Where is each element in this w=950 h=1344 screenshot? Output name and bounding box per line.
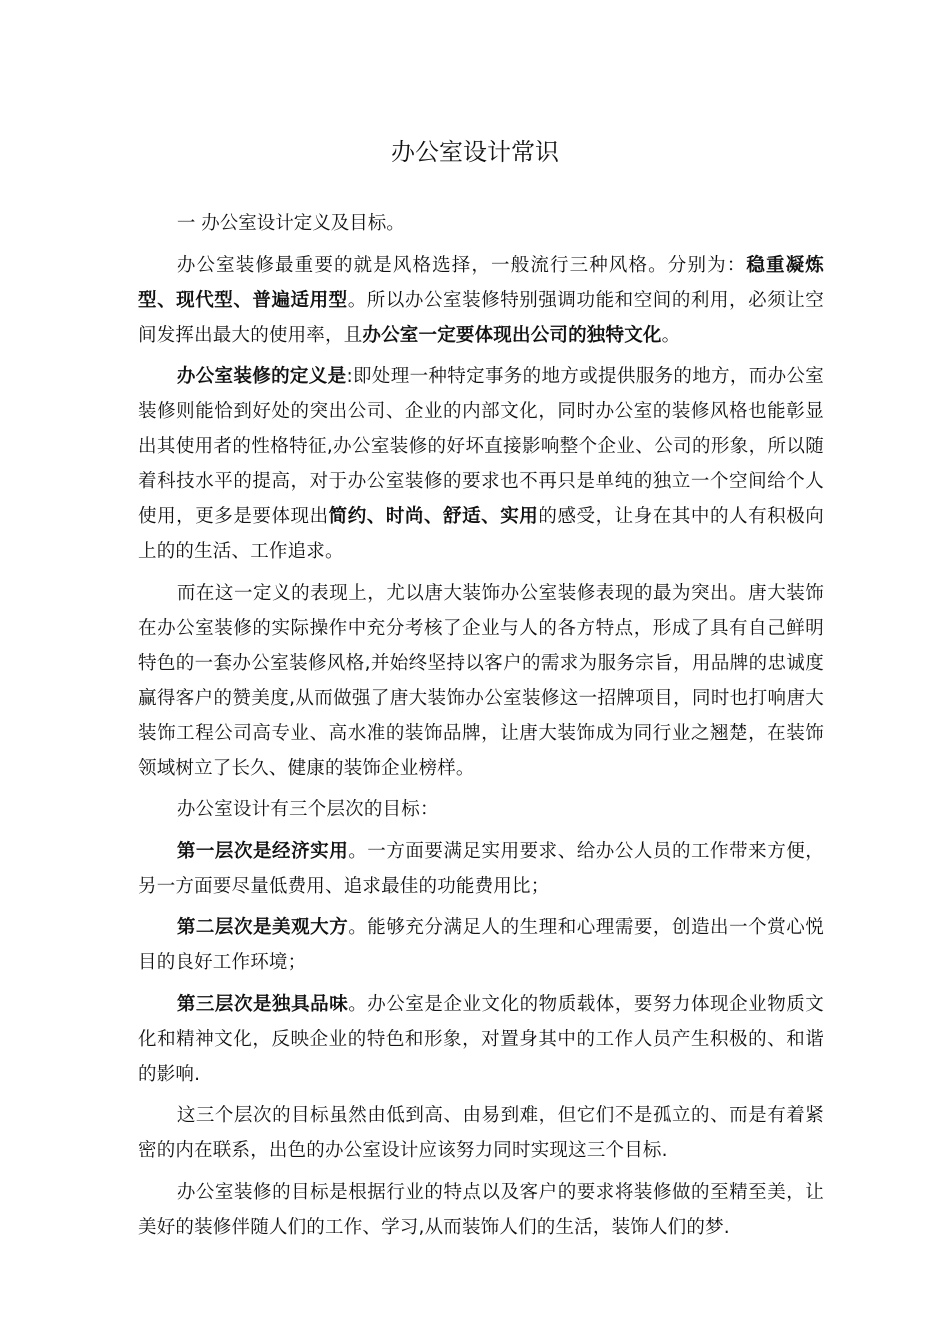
- bold-text-run: 第二层次是美观大方: [176, 917, 349, 938]
- page-title: 办公室设计常识: [391, 138, 559, 166]
- text-run: :即处理一种特定事务的地方或提供服务的地方，而办公室装修则能恰到好处的突出公司、企业的内部文化，同时办公室的装修风格也能彰显出其使用者的性格特征,办公室装修的好坏直接影响整个企业、公司的形象，所以随着科技水平的提高，对于办公室装修的要求也不再只是单纯的独立一个空间给个人使用，更多是要体现出: [138, 366, 824, 527]
- text-run: 的感受，让身在其中的人有积极向上的的生活、工作追求。: [138, 506, 824, 562]
- text-run: 。所以办公室装修特别强调功能和空间的利用，必须让空间发挥出最大的使用率，且: [138, 289, 824, 346]
- text-run: 。办公室是企业文化的物质载体，要努力体现企业物质文化和精神文化，反映企业的特色和形象，对置身其中的工作人员产生积极的、和谐的影响.: [138, 993, 824, 1085]
- paragraph-tangda: 而在这一定义的表现上，尤以唐大装饰办公室装修表现的最为突出。唐大装饰在办公室装修的实际操作中充分考核了企业与人的各方特点，形成了具有自己鲜明特色的一套办公室装修风格,并始终坚持以客户的需求为服务宗旨，用品牌的忠诚度赢得客户的赞美度,从而做强了唐大装饰办公室装修这一招牌项目，同时也打响唐大装饰工程公司高专业、高水准的装饰品牌，让唐大装饰成为同行业之翘楚，在装饰领域树立了长久、健康的装饰企业榜样。: [138, 582, 824, 779]
- text-run: 。一方面要满足实用要求、给办公人员的工作带来方便，另一方面要尽量低费用、追求最佳的功能费用比；: [138, 840, 824, 897]
- section-heading: 一 办公室设计定义及目标。: [176, 213, 405, 234]
- paragraph-level-three: [138, 987, 824, 1092]
- bold-text-run: 稳重凝炼型、现代型、普遍适用型: [138, 254, 824, 311]
- text-run: 。能够充分满足人的生理和心理需要，创造出一个赏心悦目的良好工作环境；: [138, 917, 824, 973]
- bold-text-run: 简约、时尚、舒适、实用: [328, 506, 539, 527]
- bold-text-run: 办公室一定要体现出公司的独特文化: [362, 324, 662, 346]
- text-run: 。: [661, 324, 681, 346]
- paragraph-decoration-goal: 办公室装修的目标是根据行业的特点以及客户的要求将装修做的至精至美，让美好的装修伴随人们的工作、学习,从而装饰人们的生活，装饰人们的梦.: [138, 1181, 824, 1238]
- paragraph-goals-relation: 这三个层次的目标虽然由低到高、由易到难，但它们不是孤立的、而是有着紧密的内在联系，出色的办公室设计应该努力同时实现这三个目标.: [138, 1105, 824, 1161]
- document-body: [138, 206, 824, 1251]
- paragraph-level-one: [138, 834, 824, 904]
- paragraph-styles: [138, 248, 824, 353]
- bold-text-run: 第三层次是独具品味: [176, 993, 349, 1015]
- paragraph-definition: [138, 359, 824, 569]
- bold-text-run: 办公室装修的定义是: [176, 366, 347, 387]
- paragraph-level-two: [138, 910, 824, 980]
- paragraph-goals-intro: 办公室设计有三个层次的目标：: [176, 799, 439, 820]
- text-run: 办公室装修最重要的就是风格选择，一般流行三种风格。分别为：: [176, 254, 747, 276]
- bold-text-run: 第一层次是经济实用: [176, 840, 349, 862]
